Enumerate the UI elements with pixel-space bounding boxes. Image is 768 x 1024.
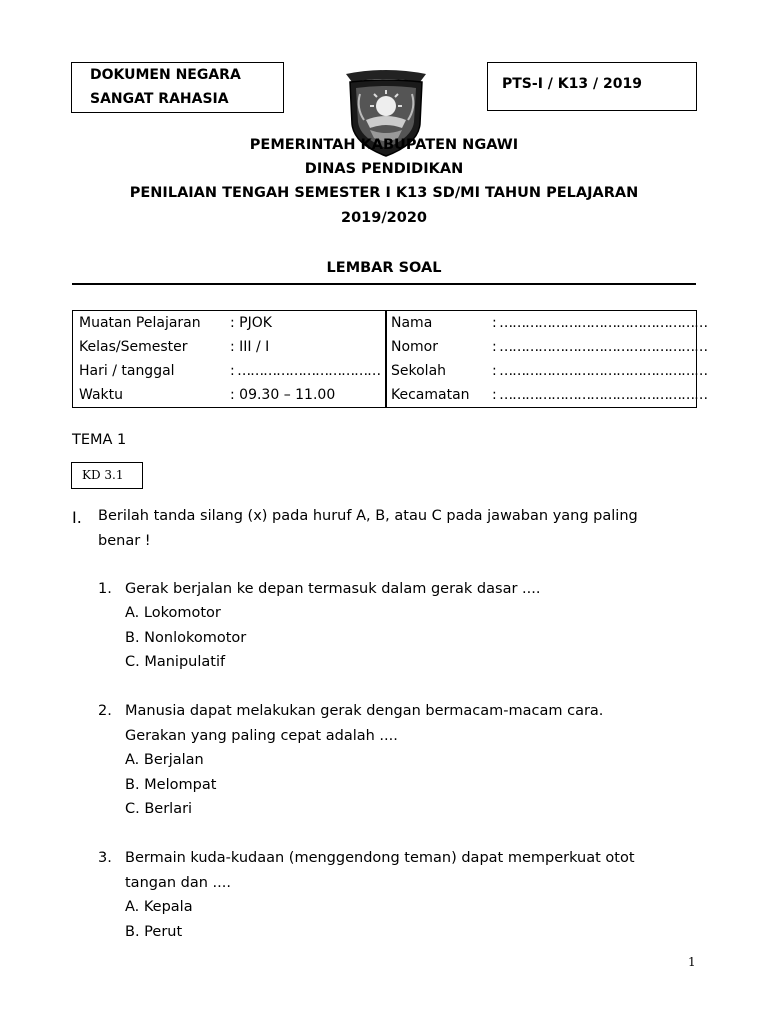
info-label: Kelas/Semester	[79, 339, 188, 355]
info-row-date	[73, 359, 385, 383]
info-value: : …………………………………………	[492, 363, 708, 379]
question-number: 2.	[98, 703, 112, 719]
exam-code-box	[487, 62, 697, 111]
classification-line-2: SANGAT RAHASIA	[90, 91, 229, 107]
question-number: 3.	[98, 850, 112, 866]
question-text: Gerak berjalan ke depan termasuk dalam gerak dasar ....	[125, 581, 541, 597]
info-value: : …………………………………………	[492, 339, 708, 355]
info-row-time	[73, 383, 385, 407]
page-number: 1	[688, 955, 696, 969]
info-label: Kecamatan	[391, 387, 470, 403]
question-text: Bermain kuda-kudaan (menggendong teman) dapat memperkuat otot	[125, 850, 635, 866]
info-row-subject	[73, 311, 385, 335]
answer-option: B. Perut	[125, 924, 183, 940]
answer-option: B. Melompat	[125, 777, 217, 793]
answer-option: A. Lokomotor	[125, 605, 221, 621]
section-numeral: I.	[72, 508, 82, 527]
info-value: : PJOK	[230, 315, 272, 331]
question-text: tangan dan ....	[125, 875, 231, 891]
government-title: PEMERINTAH KABUPATEN NGAWI	[249, 137, 519, 153]
instruction-line-1: Berilah tanda silang (x) pada huruf A, B, atau C pada jawaban yang paling	[98, 508, 638, 524]
info-label: Nama	[391, 315, 433, 331]
info-label: Hari / tanggal	[79, 363, 175, 379]
worksheet-title: LEMBAR SOAL	[326, 260, 442, 276]
info-label: Muatan Pelajaran	[79, 315, 201, 331]
document-classification-box	[71, 62, 284, 113]
info-label: Waktu	[79, 387, 123, 403]
info-row-class	[73, 335, 385, 359]
question-text: Manusia dapat melakukan gerak dengan bermacam-macam cara.	[125, 703, 604, 719]
answer-option: C. Manipulatif	[125, 654, 226, 670]
classification-line-1: DOKUMEN NEGARA	[90, 67, 241, 83]
theme-heading: TEMA 1	[72, 432, 127, 448]
info-value: : ……………………………	[230, 363, 381, 379]
info-row-school	[386, 359, 708, 383]
info-label: Nomor	[391, 339, 438, 355]
info-value: : …………………………………………	[492, 315, 708, 331]
info-value: : 09.30 – 11.00	[230, 387, 336, 403]
info-value: : III / I	[230, 339, 270, 355]
assessment-title: PENILAIAN TENGAH SEMESTER I K13 SD/MI TAHUN PELAJARAN	[129, 185, 639, 201]
info-row-number	[386, 335, 708, 359]
answer-option: A. Kepala	[125, 899, 193, 915]
info-value: : …………………………………………	[492, 387, 708, 403]
question-text: Gerakan yang paling cepat adalah ....	[125, 728, 398, 744]
title-divider	[72, 283, 696, 285]
exam-code: PTS-I / K13 / 2019	[502, 76, 642, 92]
answer-option: B. Nonlokomotor	[125, 630, 247, 646]
question-number: 1.	[98, 581, 112, 597]
answer-option: C. Berlari	[125, 801, 193, 817]
info-row-name	[386, 311, 708, 335]
instruction-line-2: benar !	[98, 533, 151, 549]
department-title: DINAS PENDIDIKAN	[304, 161, 464, 177]
academic-year: 2019/2020	[340, 210, 427, 226]
kd-label-box: KD 3.1	[71, 462, 143, 489]
info-row-district	[386, 383, 708, 407]
answer-option: A. Berjalan	[125, 752, 204, 768]
student-info-table	[72, 310, 708, 408]
info-label: Sekolah	[391, 363, 447, 379]
